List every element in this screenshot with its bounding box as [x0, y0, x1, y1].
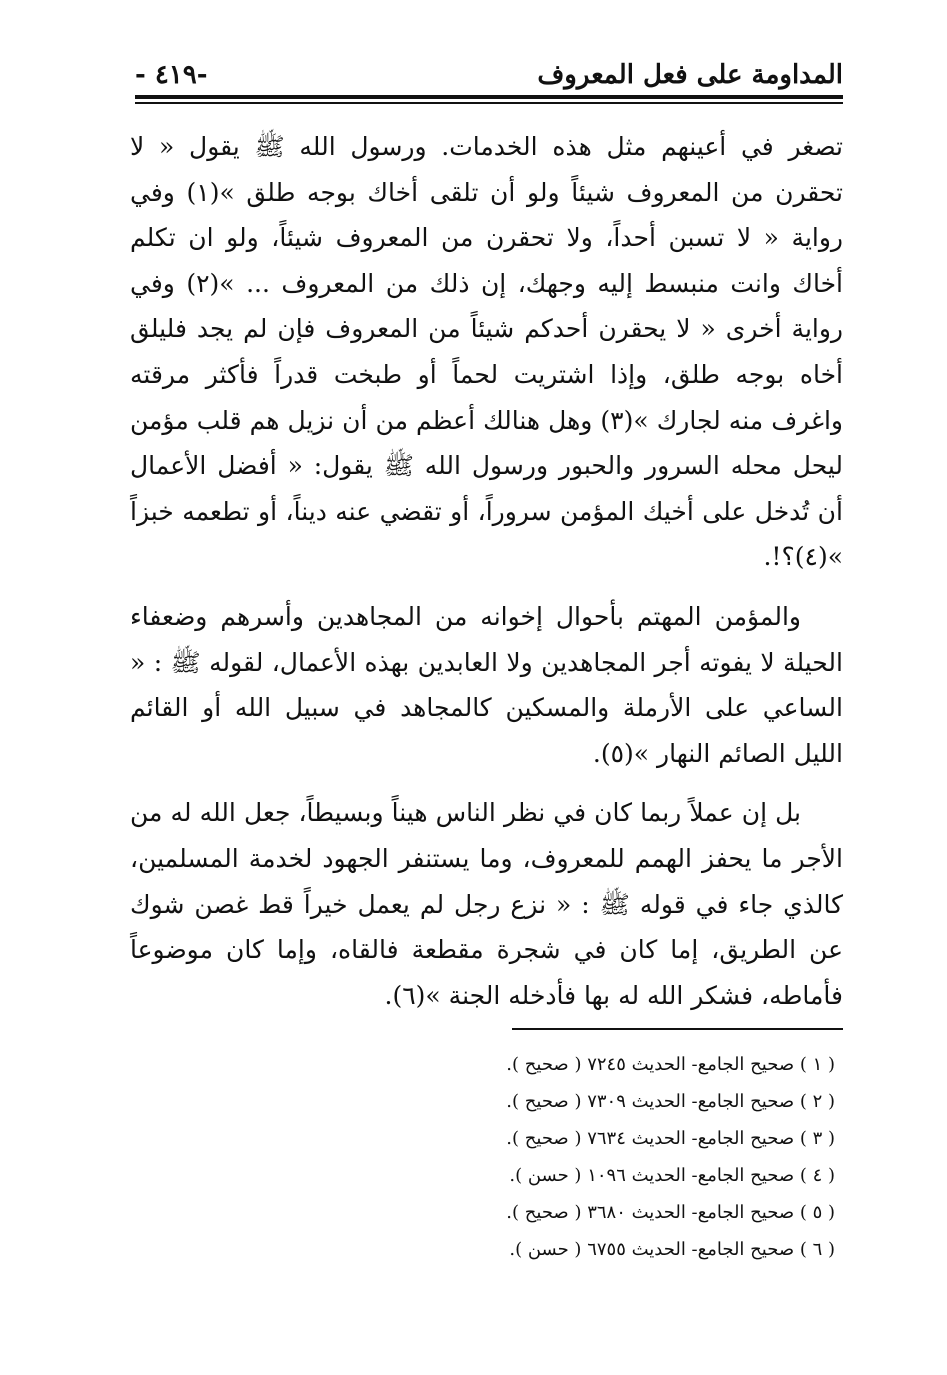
paragraph-2: والمؤمن المهتم بأحوال إخوانه من المجاهدين وأسرهم وضعفاء الحيلة لا يفوته أجر المجاهدين ولا العابدين بهذه الأعمال، لقوله ﷺ : « الساعي على الأرملة والمسكين كالمجاهد في سبيل الله أو القائم الليل الصائم النهار »(٥). — [130, 601, 843, 768]
footnote-3: ( ٣ ) صحيح الجامع- الحديث ٧٦٣٤ ( صحيح ). — [506, 1128, 835, 1149]
header-rule-thin — [135, 102, 843, 104]
footnote-5: ( ٥ ) صحيح الجامع- الحديث ٣٦٨٠ ( صحيح ). — [506, 1202, 835, 1223]
paragraph-1: تصغر في أعينهم مثل هذه الخدمات. ورسول الله ﷺ يقول « لا تحقرن من المعروف شيئاً ولو أن تلقى أخاك بوجه طلق »(١) وفي رواية « لا تسبن أحداً، ولا تحقرن من المعروف شيئاً، ولو ان تكلم أخاك وانت منبسط إليه وجهك، إن ذلك من المعروف ... »(٢) وفي رواية أخرى « لا يحقرن أحدكم شيئاً من المعروف فإن لم يجد فليلق أخاه بوجه طلق، وإذا اشتريت لحماً أو طبخت قدراً فأكثر مرقته واغرف منه لجارك »(٣) وهل هنالك أعظم من أن نزيل هم قلب مؤمن ليحل محله السرور والحبور ورسول الله ﷺ يقول: « أفضل الأعمال أن تُدخل على أخيك المؤمن سروراً، أو تقضي عنه ديناً، أو تطعمه خبزاً »(٤)؟!. — [130, 132, 844, 572]
page-number: -٤١٩ - — [135, 60, 208, 90]
footnote-separator — [512, 1028, 843, 1030]
footnote-4: ( ٤ ) صحيح الجامع- الحديث ١٠٩٦ ( حسن ). — [509, 1165, 835, 1186]
footnote-2: ( ٢ ) صحيح الجامع- الحديث ٧٣٠٩ ( صحيح ). — [506, 1091, 835, 1112]
footnotes — [380, 1046, 835, 1268]
running-title: المداومة على فعل المعروف — [537, 60, 843, 90]
paragraph-3: بل إن عملاً ربما كان في نظر الناس هيناً وبسيطاً، جعل الله له من الأجر ما يحفز الهمم للمعروف، وما يستنفر الجهود لخدمة المسلمين، كالذي جاء في قوله ﷺ : « نزع رجل لم يعمل خيراً قط غصن شوك عن الطريق، إما كان في شجرة مقطعة فالقاه، وإما كان موضوعاً فأماطه، فشكر الله له بها فأدخله الجنة »(٦). — [130, 798, 843, 1010]
page-header — [135, 58, 843, 94]
main-text — [130, 124, 843, 1032]
header-rule-thick — [135, 95, 843, 99]
footnote-1: ( ١ ) صحيح الجامع- الحديث ٧٢٤٥ ( صحيح ). — [506, 1054, 835, 1075]
footnote-6: ( ٦ ) صحيح الجامع- الحديث ٦٧٥٥ ( حسن ). — [509, 1239, 835, 1260]
